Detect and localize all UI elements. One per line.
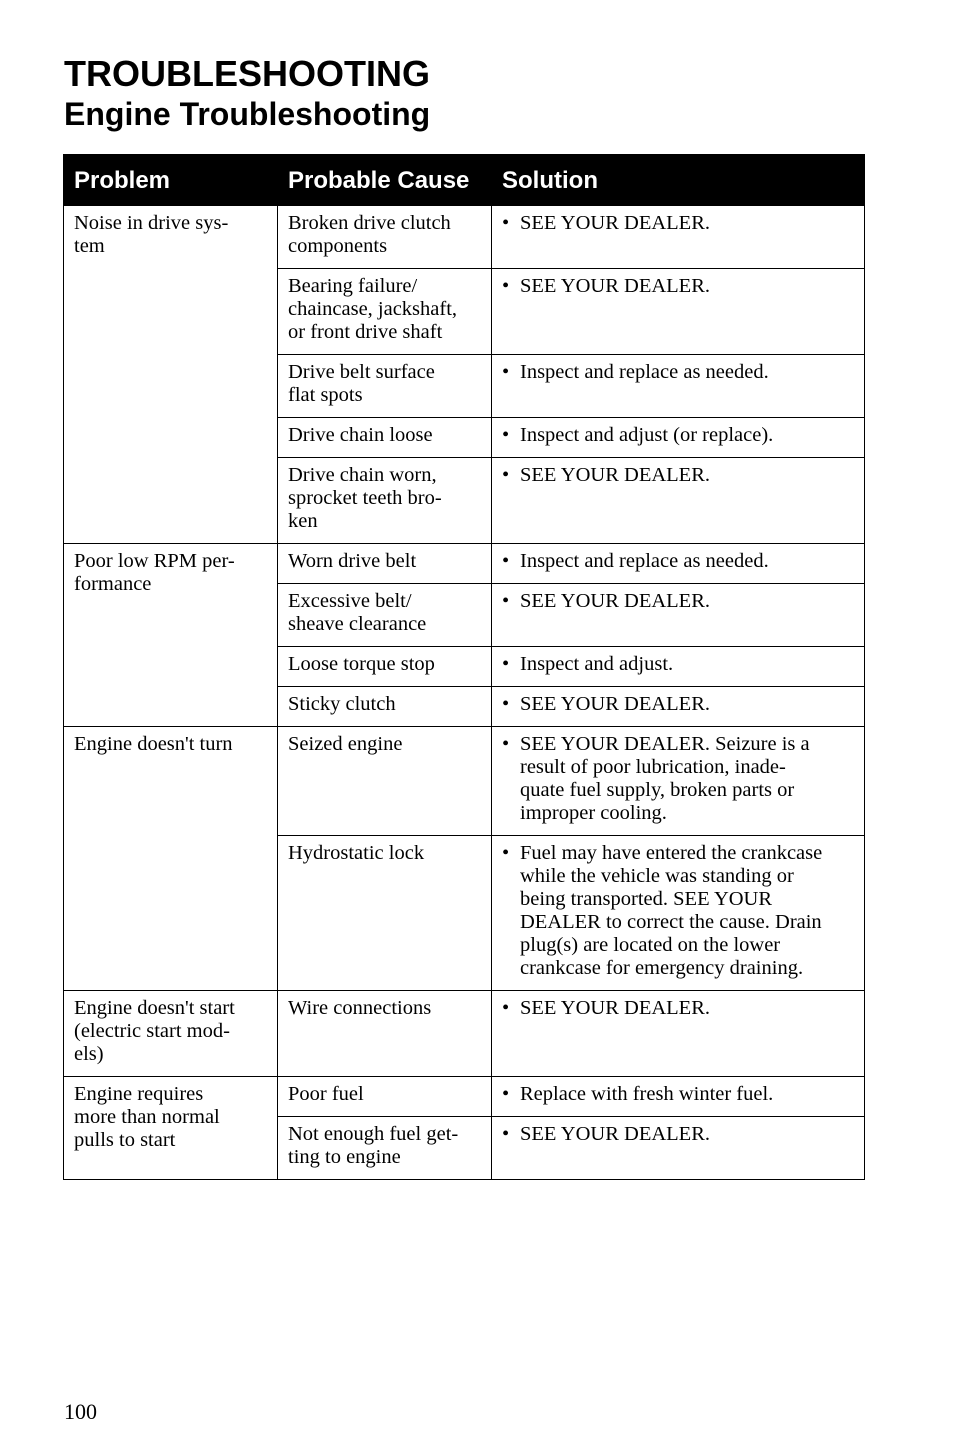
bullet-marker: • xyxy=(502,550,510,572)
solution-cell xyxy=(492,544,865,584)
solution-text: SEE YOUR DEALER. xyxy=(520,997,710,1019)
bullet-marker: • xyxy=(502,424,510,446)
solution-text: SEE YOUR DEALER. xyxy=(520,1123,710,1145)
cause-cell: Drive chain loose xyxy=(278,418,492,458)
cause-cell: Loose torque stop xyxy=(278,647,492,687)
cause-cell: Not enough fuel get- ting to engine xyxy=(278,1117,492,1180)
table-row xyxy=(64,991,865,1077)
bullet-marker: • xyxy=(502,733,510,755)
solution-bullet-item xyxy=(502,997,854,1020)
problem-cell: Engine doesn't start (electric start mod- els) xyxy=(64,991,278,1077)
solution-cell xyxy=(492,991,865,1077)
table-row xyxy=(64,544,865,584)
solution-cell xyxy=(492,687,865,727)
table-row xyxy=(64,1077,865,1117)
problem-cell: Poor low RPM per- formance xyxy=(64,544,278,727)
bullet-marker: • xyxy=(502,1083,510,1105)
page-subtitle: Engine Troubleshooting xyxy=(64,96,431,132)
solution-cell xyxy=(492,584,865,647)
bullet-marker: • xyxy=(502,653,510,675)
cause-cell: Sticky clutch xyxy=(278,687,492,727)
table-body xyxy=(64,206,865,1180)
solution-cell xyxy=(492,269,865,355)
solution-cell xyxy=(492,458,865,544)
solution-text: Inspect and replace as needed. xyxy=(520,361,769,383)
cause-cell: Hydrostatic lock xyxy=(278,836,492,991)
header-row xyxy=(64,155,865,206)
solution-cell xyxy=(492,206,865,269)
cause-cell: Drive chain worn, sprocket teeth bro- ken xyxy=(278,458,492,544)
cause-cell: Drive belt surface flat spots xyxy=(278,355,492,418)
solution-cell xyxy=(492,1117,865,1180)
solution-text: SEE YOUR DEALER. Seizure is a result of poor lubrication, inade- quate fuel supply, broken parts or improper cooling. xyxy=(520,733,810,824)
bullet-marker: • xyxy=(502,997,510,1019)
solution-cell xyxy=(492,647,865,687)
solution-bullet-item xyxy=(502,590,854,613)
solution-cell xyxy=(492,836,865,991)
bullet-marker: • xyxy=(502,590,510,612)
table-row xyxy=(64,727,865,836)
solution-bullet-item xyxy=(502,212,854,235)
solution-text: Replace with fresh winter fuel. xyxy=(520,1083,774,1105)
column-header-problem: Problem xyxy=(64,155,278,206)
solution-cell xyxy=(492,355,865,418)
cause-cell: Worn drive belt xyxy=(278,544,492,584)
solution-text: SEE YOUR DEALER. xyxy=(520,212,710,234)
troubleshooting-table xyxy=(63,154,865,1180)
solution-bullet-item xyxy=(502,653,854,676)
bullet-marker: • xyxy=(502,464,510,486)
solution-bullet-item xyxy=(502,693,854,716)
table-header xyxy=(64,155,865,206)
solution-bullet-item xyxy=(502,842,854,980)
bullet-marker: • xyxy=(502,212,510,234)
cause-cell: Excessive belt/ sheave clearance xyxy=(278,584,492,647)
solution-text: Inspect and replace as needed. xyxy=(520,550,769,572)
bullet-marker: • xyxy=(502,361,510,383)
solution-bullet-item xyxy=(502,361,854,384)
cause-cell: Broken drive clutch components xyxy=(278,206,492,269)
cause-cell: Poor fuel xyxy=(278,1077,492,1117)
solution-bullet-item xyxy=(502,275,854,298)
solution-text: Fuel may have entered the crankcase while the vehicle was standing or being transported. SEE YOUR DEALER to correct the cause. Drain plug(s) are located on the lower crankcase for emergency draining. xyxy=(520,842,823,979)
solution-text: SEE YOUR DEALER. xyxy=(520,693,710,715)
solution-bullet-item xyxy=(502,1083,854,1106)
solution-text: SEE YOUR DEALER. xyxy=(520,464,710,486)
problem-cell: Noise in drive sys- tem xyxy=(64,206,278,544)
column-header-probable-cause: Probable Cause xyxy=(278,155,492,206)
solution-bullet-item xyxy=(502,733,854,825)
solution-text: SEE YOUR DEALER. xyxy=(520,590,710,612)
solution-text: Inspect and adjust (or replace). xyxy=(520,424,774,446)
solution-cell xyxy=(492,727,865,836)
problem-cell: Engine requires more than normal pulls to start xyxy=(64,1077,278,1180)
solution-cell xyxy=(492,1077,865,1117)
problem-cell: Engine doesn't turn xyxy=(64,727,278,991)
column-header-solution: Solution xyxy=(492,155,865,206)
page-number: 100 xyxy=(64,1399,97,1424)
bullet-marker: • xyxy=(502,693,510,715)
cause-cell: Seized engine xyxy=(278,727,492,836)
cause-cell: Bearing failure/ chaincase, jackshaft, or front drive shaft xyxy=(278,269,492,355)
bullet-marker: • xyxy=(502,275,510,297)
solution-bullet-item xyxy=(502,424,854,447)
solution-text: Inspect and adjust. xyxy=(520,653,674,675)
bullet-marker: • xyxy=(502,1123,510,1145)
solution-bullet-item xyxy=(502,550,854,573)
table-row xyxy=(64,206,865,269)
cause-cell: Wire connections xyxy=(278,991,492,1077)
solution-text: SEE YOUR DEALER. xyxy=(520,275,710,297)
solution-bullet-item xyxy=(502,464,854,487)
bullet-marker: • xyxy=(502,842,510,864)
page-title: TROUBLESHOOTING xyxy=(64,53,430,94)
solution-cell xyxy=(492,418,865,458)
solution-bullet-item xyxy=(502,1123,854,1146)
